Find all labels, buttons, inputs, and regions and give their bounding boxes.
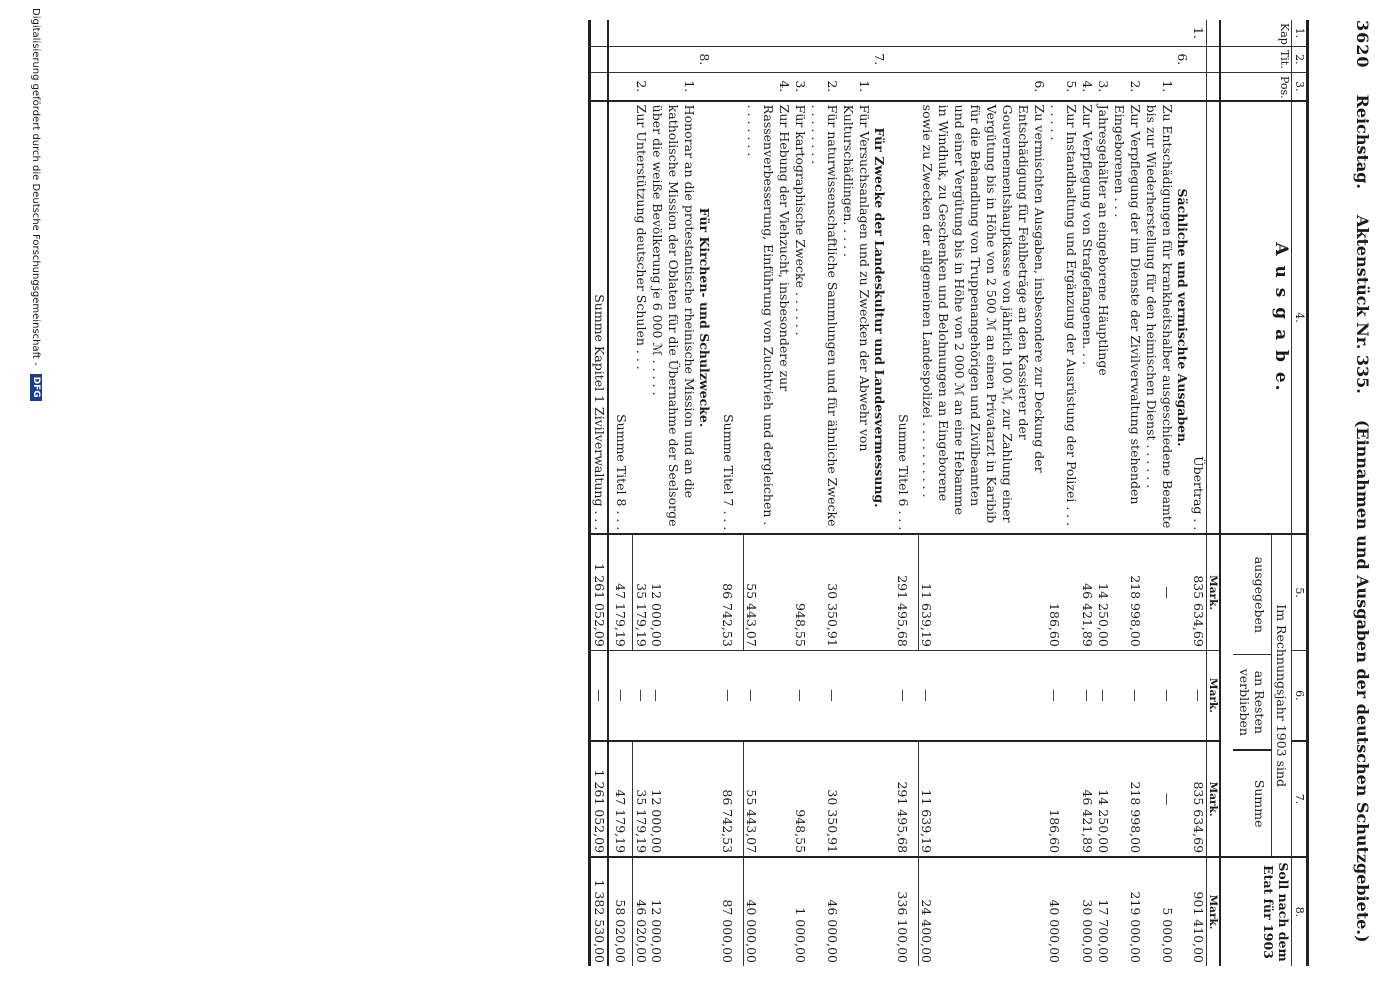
header-rechnungsjahr: Im Rechnungsjahr 1903 sind bbox=[1271, 535, 1291, 856]
cell-resten: — bbox=[649, 650, 697, 741]
cell-ausgegeben: 86 742,53 bbox=[712, 534, 744, 650]
table-row bbox=[808, 20, 840, 966]
colnum-3: 3. bbox=[1292, 72, 1308, 100]
unit-5: Mark. bbox=[1207, 534, 1221, 650]
row-text: Zur Instandhaltung und Ergänzung der Ausrüstung der Polizei . . . . . . . . bbox=[1047, 101, 1079, 535]
cell-summe: 55 443,07 bbox=[744, 741, 792, 857]
footer-text: Digitalisierung gefördert durch die Deutsche Forschungsgemeinschaft - bbox=[30, 8, 42, 366]
cell-ausgegeben: 186,60 bbox=[1047, 534, 1079, 650]
pos-cell: 1. bbox=[649, 72, 697, 100]
cell-resten: — bbox=[919, 650, 1047, 741]
pos-cell: 6. bbox=[919, 72, 1047, 100]
cell-summe: 47 179,19 bbox=[608, 741, 633, 857]
unit-6: Mark. bbox=[1207, 650, 1221, 741]
header-subject: (Einnahmen und Ausgaben der deutschen Schutzgebiete.) bbox=[1353, 419, 1373, 943]
row-text: Summe Titel 6 . . . bbox=[887, 101, 919, 535]
dfg-logo-icon: DFG bbox=[30, 374, 42, 401]
cell-ausgegeben: 30 350,91 bbox=[808, 534, 840, 650]
cell-summe: — bbox=[1143, 741, 1175, 857]
cell-resten: — bbox=[792, 650, 808, 741]
cell-soll: 219 000,00 bbox=[1111, 857, 1143, 966]
document-page bbox=[105, 20, 1375, 970]
pos-cell: 3. bbox=[792, 72, 808, 100]
cell-soll: 1 000,00 bbox=[792, 857, 808, 966]
header-ausgabe: A u s g a b e. bbox=[1220, 101, 1292, 535]
cell-soll: 40 000,00 bbox=[1047, 857, 1079, 966]
pos-cell: 4. bbox=[1079, 72, 1095, 100]
cell-ausgegeben: 1 261 052,09 bbox=[590, 534, 609, 650]
cell-resten: — bbox=[1079, 650, 1095, 741]
colnum-8: 8. bbox=[1292, 857, 1308, 966]
cell-ausgegeben: 948,55 bbox=[792, 534, 808, 650]
kap-cell: 1. bbox=[1191, 26, 1206, 39]
header-tit: Tit. bbox=[1220, 46, 1292, 72]
colnum-2: 2. bbox=[1292, 46, 1308, 72]
cell-ausgegeben: 14 250,00 bbox=[1095, 534, 1111, 650]
cell-resten: — bbox=[1190, 650, 1207, 741]
colnum-5: 5. bbox=[1292, 534, 1308, 650]
cell-resten: — bbox=[887, 650, 919, 741]
pos-cell: 1. bbox=[840, 72, 872, 100]
row-text: Summe Kapitel 1 Zivilverwaltung . . . bbox=[590, 101, 609, 535]
cell-soll: 58 020,00 bbox=[608, 857, 633, 966]
row-text: Zu vermischten Ausgaben, insbesondere zur Deckung der Entschädigung für Fehlbeträge an den Kassierer der Gouvernementshauptkasse von jährlich 100 ℳ, zur Zahlung einer Vergütung bis in Höhe von 2 500 ℳ an einen Privatarzt in Karibib für die Behandlung von Truppenangehörigen und Zivilbeamten und einer Vergütung bis in Höhe von 2 000 ℳ an eine Hebamme in Windhuk, zu Geschenken und Belohnungen an Eingeborene sowie zu Zwecken der allgemeinen Landespolizei . . . . . . . . . . bbox=[919, 101, 1047, 535]
section-heading-row bbox=[1175, 20, 1190, 966]
header-soll: Soll nach dem Etat für 1903 bbox=[1220, 857, 1292, 966]
cell-soll: 40 000,00 bbox=[744, 857, 792, 966]
subtotal-row bbox=[887, 20, 919, 966]
cell-resten: — bbox=[712, 650, 744, 741]
total-row bbox=[590, 20, 609, 966]
row-text: Zur Hebung der Viehzucht, insbesondere zur Rassenverbesserung, Einführung von Zuchtvieh und dergleichen . . . . . . . . bbox=[744, 101, 792, 535]
table-row bbox=[1095, 20, 1111, 966]
cell-resten: — bbox=[744, 650, 792, 741]
cell-ausgegeben: 35 179,19 bbox=[633, 534, 649, 650]
cell-ausgegeben: — bbox=[1143, 534, 1175, 650]
tit-cell: 8. bbox=[697, 46, 712, 72]
header-ausgegeben: ausgegeben bbox=[1252, 556, 1267, 633]
cell-soll: 336 100,00 bbox=[887, 857, 919, 966]
cell-summe: 14 250,00 bbox=[1095, 741, 1111, 857]
colnum-1: 1. bbox=[1292, 20, 1308, 46]
cell-ausgegeben: 835 634,69 bbox=[1190, 534, 1207, 650]
row-text: Summe Titel 8 . . . bbox=[608, 101, 633, 535]
header-reichstag: Reichstag. bbox=[1353, 94, 1373, 189]
row-text: Zur Verpflegung von Strafgefangenen. . . bbox=[1079, 101, 1095, 535]
cell-soll: 17 700,00 bbox=[1095, 857, 1111, 966]
cell-summe: 46 421,89 bbox=[1079, 741, 1095, 857]
cell-resten: — bbox=[1143, 650, 1175, 741]
tit-cell: 6. bbox=[1175, 46, 1190, 72]
page-header bbox=[1351, 20, 1375, 970]
colnum-4: 4. bbox=[1292, 101, 1308, 535]
column-number-row bbox=[1292, 20, 1308, 966]
row-text: Summe Titel 7 . . . bbox=[712, 101, 744, 535]
table-row bbox=[1111, 20, 1143, 966]
cell-summe: 835 634,69 bbox=[1190, 741, 1207, 857]
row-text: Zur Verpflegung der im Dienste der Zivilverwaltung stehenden Eingeborenen . . . bbox=[1111, 101, 1143, 535]
cell-ausgegeben: 47 179,19 bbox=[608, 534, 633, 650]
cell-summe: 86 742,53 bbox=[712, 741, 744, 857]
section-heading: Für Kirchen- und Schulzwecke. bbox=[697, 101, 712, 535]
section-heading: Für Zwecke der Landeskultur und Landesvermessung. bbox=[872, 101, 887, 535]
subtotal-row bbox=[712, 20, 744, 966]
cell-summe: 1 261 052,09 bbox=[590, 741, 609, 857]
cell-ausgegeben: 55 443,07 bbox=[744, 534, 792, 650]
cell-soll: 5 000,00 bbox=[1143, 857, 1175, 966]
unit-row bbox=[1207, 20, 1221, 966]
header-rechnungsjahr-group bbox=[1220, 534, 1292, 857]
table-row bbox=[792, 20, 808, 966]
cell-resten: — bbox=[590, 650, 609, 741]
cell-ausgegeben: 11 639,19 bbox=[919, 534, 1047, 650]
table-row bbox=[633, 20, 649, 966]
cell-soll: 46 020,00 bbox=[633, 857, 649, 966]
subtotal-row bbox=[608, 20, 633, 966]
pos-cell: 3. bbox=[1095, 72, 1111, 100]
header-subcols bbox=[1233, 535, 1271, 856]
cell-summe: 186,60 bbox=[1047, 741, 1079, 857]
header-summe: Summe bbox=[1233, 749, 1271, 856]
table-row bbox=[744, 20, 792, 966]
cell-summe: 12 000,00 bbox=[649, 741, 697, 857]
cell-ausgegeben: 291 495,68 bbox=[887, 534, 919, 650]
row-text: Zu Entschädigungen für krankheitshalber ausgeschiedene Beamte bis zur Wiederherstellung für den heimischen Dienst . . . . . . bbox=[1143, 101, 1175, 535]
cell-resten: — bbox=[808, 650, 840, 741]
table-row bbox=[1047, 20, 1079, 966]
cell-soll: 87 000,00 bbox=[712, 857, 744, 966]
cell-soll: 24 400,00 bbox=[919, 857, 1047, 966]
header-aktenstueck: Aktenstück Nr. 335. bbox=[1353, 214, 1373, 394]
cell-soll: 12 000,00 bbox=[649, 857, 697, 966]
cell-soll: 1 382 530,00 bbox=[590, 857, 609, 966]
cell-summe: 218 998,00 bbox=[1111, 741, 1143, 857]
cell-summe: 948,55 bbox=[792, 741, 808, 857]
page-number: 3620 bbox=[1353, 20, 1373, 69]
pos-cell: 2. bbox=[1111, 72, 1143, 100]
header-an-resten: an Resten verblieben bbox=[1233, 654, 1271, 749]
pos-cell: 2. bbox=[633, 72, 649, 100]
pos-cell: 1. bbox=[1143, 72, 1175, 100]
cell-ausgegeben: 46 421,89 bbox=[1079, 534, 1095, 650]
cell-resten: — bbox=[608, 650, 633, 741]
section-heading-row bbox=[697, 20, 712, 966]
row-text: Für naturwissenschaftliche Sammlungen und für ähnliche Zwecke . . . . . . . . bbox=[808, 101, 840, 535]
cell-resten: — bbox=[1047, 650, 1079, 741]
pos-cell: 4. bbox=[744, 72, 792, 100]
cell-soll: 30 000,00 bbox=[1079, 857, 1095, 966]
section-heading-row bbox=[872, 20, 887, 966]
cell-summe: 35 179,19 bbox=[633, 741, 649, 857]
table-row bbox=[919, 20, 1047, 966]
cell-summe: 291 495,68 bbox=[887, 741, 919, 857]
colnum-6: 6. bbox=[1292, 650, 1308, 741]
header-pos: Pos. bbox=[1220, 72, 1292, 100]
table-row bbox=[840, 20, 872, 966]
table-row bbox=[649, 20, 697, 966]
row-text: Für Versuchsanlagen und zu Zwecken der Abwehr von Kulturschädlingen. . . . . bbox=[840, 101, 872, 535]
tit-cell: 7. bbox=[872, 46, 887, 72]
cell-resten: — bbox=[1095, 650, 1111, 741]
header-kap: Kap. bbox=[1220, 20, 1292, 46]
unit-7: Mark. bbox=[1207, 741, 1221, 857]
pos-cell: 2. bbox=[808, 72, 840, 100]
budget-table bbox=[588, 20, 1309, 966]
unit-8: Mark. bbox=[1207, 857, 1221, 966]
cell-ausgegeben: 218 998,00 bbox=[1111, 534, 1143, 650]
table-row bbox=[1143, 20, 1175, 966]
cell-ausgegeben: 12 000,00 bbox=[649, 534, 697, 650]
cell-summe: 11 639,19 bbox=[919, 741, 1047, 857]
row-text: Für kartographische Zwecke . . . . . . bbox=[792, 101, 808, 535]
section-heading: Sächliche und vermischte Ausgaben. bbox=[1175, 101, 1190, 535]
row-text: Übertrag . . bbox=[1190, 101, 1207, 535]
cell-soll: 901 410,00 bbox=[1190, 857, 1207, 966]
cell-resten: — bbox=[1111, 650, 1143, 741]
cell-soll: 46 000,00 bbox=[808, 857, 840, 966]
colnum-7: 7. bbox=[1292, 741, 1308, 857]
cell-resten: — bbox=[633, 650, 649, 741]
column-header-row bbox=[1220, 20, 1292, 966]
row-text: Jahresgehälter an eingeborene Häuptlinge bbox=[1095, 101, 1111, 535]
row-text: Honorar an die protestantische rheinische Mission und an die katholische Mission der Oblaten für die Übernahme der Seelsorge über die weiße Bevölkerung je 6 000 ℳ . . . . . bbox=[649, 101, 697, 535]
cell-summe: 30 350,91 bbox=[808, 741, 840, 857]
pos-cell: 5. bbox=[1047, 72, 1079, 100]
row-text: Zur Unterstützung deutscher Schulen . . . bbox=[633, 101, 649, 535]
digitization-footer bbox=[21, 0, 51, 1000]
table-row bbox=[1190, 20, 1207, 966]
table-row bbox=[1079, 20, 1095, 966]
